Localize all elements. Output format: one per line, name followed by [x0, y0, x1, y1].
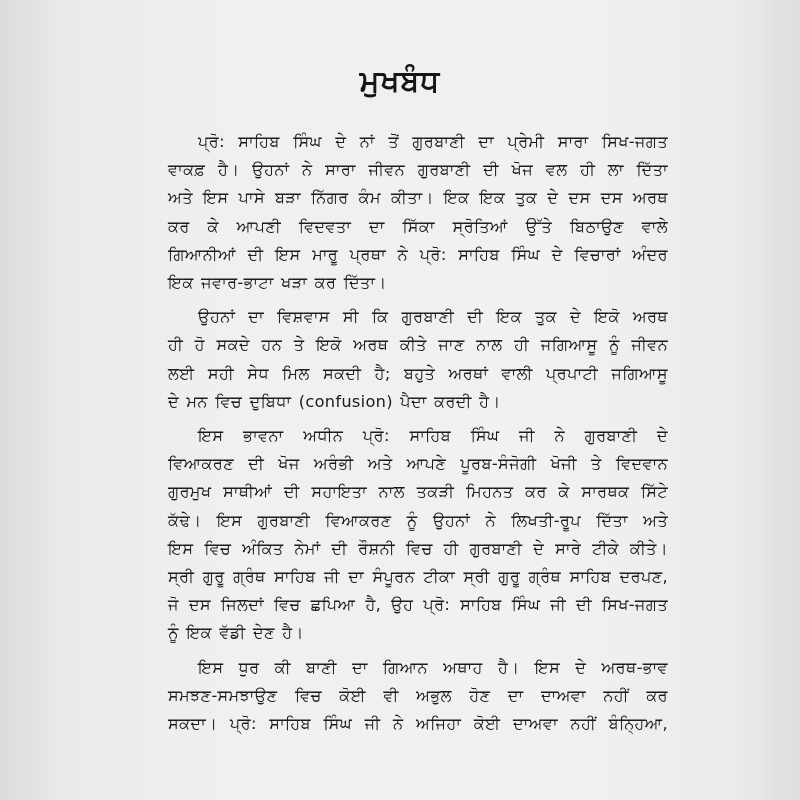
text-line: ਦੇ ਮਨ ਵਿਚ ਦੁਬਿਧਾ (confusion) ਪੈਦਾ ਕਰਦੀ ਹੈ।: [168, 391, 501, 411]
text-line: ਇਸ ਭਾਵਨਾ ਅਧੀਨ ਪ੍ਰੋ: ਸਾਹਿਬ ਸਿੰਘ ਜੀ ਨੇ ਗੁਰਬਾਣੀ ਦੇ: [198, 426, 668, 446]
paragraph-1: [168, 128, 668, 297]
text-line: ਵਾਕਫ਼ ਹੈ। ਉਹਨਾਂ ਨੇ ਸਾਰਾ ਜੀਵਨ ਗੁਰਬਾਣੀ ਦੀ ਖੋਜ ਵਲ ਹੀ ਲਾ ਦਿੱਤਾ: [168, 160, 668, 180]
text-line: ਕਰ ਕੇ ਆਪਣੀ ਵਿਦਵਤਾ ਦਾ ਸਿੱਕਾ ਸ੍ਰੋਤਿਆਂ ਉੱਤੇ ਬਿਠਾਉਣ ਵਾਲੇ: [168, 216, 668, 236]
text-line: ਕੱਢੇ। ਇਸ ਗੁਰਬਾਣੀ ਵਿਆਕਰਣ ਨੂੰ ਉਹਨਾਂ ਨੇ ਲਿਖਤੀ-ਰੂਪ ਦਿੱਤਾ ਅਤੇ: [168, 510, 668, 530]
text-line: ਪ੍ਰੋ: ਸਾਹਿਬ ਸਿੰਘ ਦੇ ਨਾਂ ਤੋਂ ਗੁਰਬਾਣੀ ਦਾ ਪ੍ਰੇਮੀ ਸਾਰਾ ਸਿਖ-ਜਗਤ: [198, 132, 668, 151]
paragraph-4: [168, 654, 668, 739]
text-line: ਸਮਝਣ-ਸਮਝਾਉਣ ਵਿਚ ਕੋਈ ਵੀ ਅਭੁਲ ਹੋਣ ਦਾ ਦਾਅਵਾ ਨਹੀਂ ਕਰ: [168, 685, 668, 705]
text-line: ਜੋ ਦਸ ਜਿਲਦਾਂ ਵਿਚ ਛਪਿਆ ਹੈ, ਉਹ ਪ੍ਰੋ: ਸਾਹਿਬ ਸਿੰਘ ਜੀ ਦੀ ਸਿਖ-ਜਗਤ: [168, 595, 668, 615]
text-line: ਗਿਆਨੀਆਂ ਦੀ ਇਸ ਮਾਰੂ ਪ੍ਰਥਾ ਨੇ ਪ੍ਰੋ: ਸਾਹਿਬ ਸਿੰਘ ਦੇ ਵਿਚਾਰਾਂ ਅੰਦਰ: [168, 244, 668, 264]
text-line: ਹੀ ਹੋ ਸਕਦੇ ਹਨ ਤੇ ਇਕੋ ਅਰਥ ਕੀਤੇ ਜਾਣ ਨਾਲ ਹੀ ਜਗਿਆਸੂ ਨੂੰ ਜੀਵਨ: [168, 335, 668, 355]
text-line: ਲਈ ਸਹੀ ਸੇਧ ਮਿਲ ਸਕਦੀ ਹੈ; ਬਹੁਤੇ ਅਰਥਾਂ ਵਾਲੀ ਪ੍ਰਪਾਟੀ ਜਗਿਆਸੂ: [168, 363, 668, 383]
page-body: [168, 128, 668, 744]
paragraph-3: [168, 422, 668, 648]
text-line: ਅਤੇ ਇਸ ਪਾਸੇ ਬੜਾ ਨਿੱਗਰ ਕੰਮ ਕੀਤਾ। ਇਕ ਇਕ ਤੁਕ ਦੇ ਦਸ ਦਸ ਅਰਥ: [168, 188, 668, 208]
text-line: ਨੂੰ ਇਕ ਵੱਡੀ ਦੇਣ ਹੈ।: [168, 623, 304, 643]
text-line: ਗੁਰਮੁਖ ਸਾਥੀਆਂ ਦੀ ਸਹਾਇਤਾ ਨਾਲ ਤਕੜੀ ਮਿਹਨਤ ਕਰ ਕੇ ਸਾਰਥਕ ਸਿੱਟੇ: [168, 482, 668, 502]
paragraph-2: [168, 303, 668, 416]
text-line: ਵਿਆਕਰਣ ਦੀ ਖੋਜ ਅਰੰਭੀ ਅਤੇ ਆਪਣੇ ਪੂਰਬ-ਸੰਜੋਗੀ ਖੋਜੀ ਤੇ ਵਿਦਵਾਨ: [168, 454, 668, 474]
text-line: ਉਹਨਾਂ ਦਾ ਵਿਸ਼ਵਾਸ ਸੀ ਕਿ ਗੁਰਬਾਣੀ ਦੀ ਇਕ ਤੁਕ ਦੇ ਇਕੋ ਅਰਥ: [198, 307, 668, 327]
text-line: ਸਕਦਾ। ਪ੍ਰੋ: ਸਾਹਿਬ ਸਿੰਘ ਜੀ ਨੇ ਅਜਿਹਾ ਕੋਈ ਦਾਅਵਾ ਨਹੀਂ ਬੰਨ੍ਹਿਆ,: [168, 714, 668, 734]
text-line: ਸ੍ਰੀ ਗੁਰੂ ਗ੍ਰੰਥ ਸਾਹਿਬ ਜੀ ਦਾ ਸੰਪੂਰਨ ਟੀਕਾ ਸ੍ਰੀ ਗੁਰੂ ਗ੍ਰੰਥ ਸਾਹਿਬ ਦਰਪਣ,: [168, 567, 668, 587]
text-line: ਇਕ ਜਵਾਰ-ਭਾਟਾ ਖੜਾ ਕਰ ਦਿੱਤਾ।: [168, 273, 387, 293]
text-line: ਇਸ ਵਿਚ ਅੰਕਿਤ ਨੇਮਾਂ ਦੀ ਰੌਸ਼ਨੀ ਵਿਚ ਹੀ ਗੁਰਬਾਣੀ ਦੇ ਸਾਰੇ ਟੀਕੇ ਕੀਤੇ।: [168, 538, 668, 558]
page-title: ਮੁਖਬੰਧ: [359, 64, 441, 99]
text-line: ਇਸ ਧੁਰ ਕੀ ਬਾਣੀ ਦਾ ਗਿਆਨ ਅਥਾਹ ਹੈ। ਇਸ ਦੇ ਅਰਥ-ਭਾਵ: [198, 657, 668, 677]
